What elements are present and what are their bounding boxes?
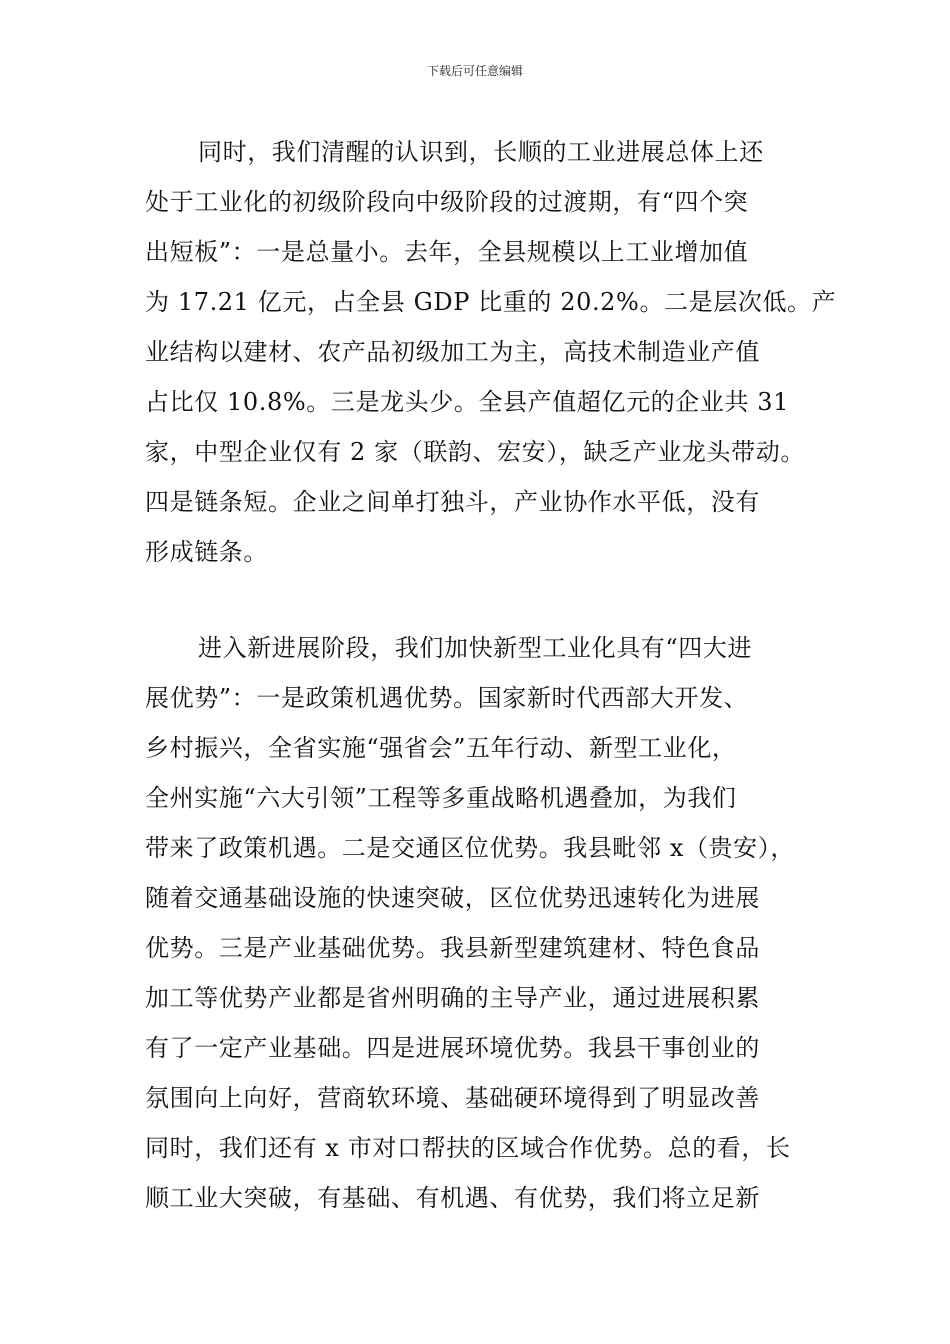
- text-line: 业结构以建材、农产品初级加工为主，高技术制造业产值: [145, 338, 760, 366]
- paragraph-1: [145, 127, 837, 577]
- text-line: 乡村振兴，全省实施“强省会”五年行动、新型工业化，: [145, 734, 737, 762]
- paragraph-2: [145, 623, 815, 1223]
- text-line: 出短板”：一是总量小。去年，全县规模以上工业增加值: [145, 238, 749, 266]
- text-line: 顺工业大突破，有基础、有机遇、有优势，我们将立足新: [145, 1184, 760, 1212]
- text-line: 加工等优势产业都是省州明确的主导产业，通过进展积累: [145, 984, 760, 1012]
- text-line: 展优势”：一是政策机遇优势。国家新时代西部大开发、: [145, 684, 749, 712]
- page-header: 下载后可任意编辑: [426, 64, 523, 78]
- text-line: 同时，我们清醒的认识到，长顺的工业进展总体上还: [198, 138, 764, 166]
- text-line: 家，中型企业仅有 2 家（联韵、宏安），缺乏产业龙头带动。: [145, 438, 805, 466]
- text-line: 形成链条。: [145, 538, 268, 566]
- text-line: 占比仅 10.8%。三是龙头少。全县产值超亿元的企业共 31: [145, 388, 790, 416]
- text-line: 有了一定产业基础。四是进展环境优势。我县干事创业的: [145, 1034, 760, 1062]
- text-line: 随着交通基础设施的快速突破，区位优势迅速转化为进展: [145, 884, 760, 912]
- text-line: 氛围向上向好，营商软环境、基础硬环境得到了明显改善: [145, 1084, 760, 1112]
- text-line: 全州实施“六大引领”工程等多重战略机遇叠加，为我们: [145, 784, 737, 812]
- text-line: 进入新进展阶段，我们加快新型工业化具有“四大进: [198, 634, 753, 662]
- text-line: 为 17.21 亿元，占全县 GDP 比重的 20.2%。二是层次低。产: [145, 288, 837, 316]
- text-line: 四是链条短。企业之间单打独斗，产业协作水平低，没有: [145, 488, 760, 516]
- text-line: 优势。三是产业基础优势。我县新型建筑建材、特色食品: [145, 934, 760, 962]
- text-line: 带来了政策机遇。二是交通区位优势。我县毗邻 x（贵安），: [145, 834, 795, 862]
- text-line: 处于工业化的初级阶段向中级阶段的过渡期，有“四个突: [145, 188, 749, 216]
- text-line: 同时，我们还有 x 市对口帮扶的区域合作优势。总的看，长: [145, 1134, 791, 1162]
